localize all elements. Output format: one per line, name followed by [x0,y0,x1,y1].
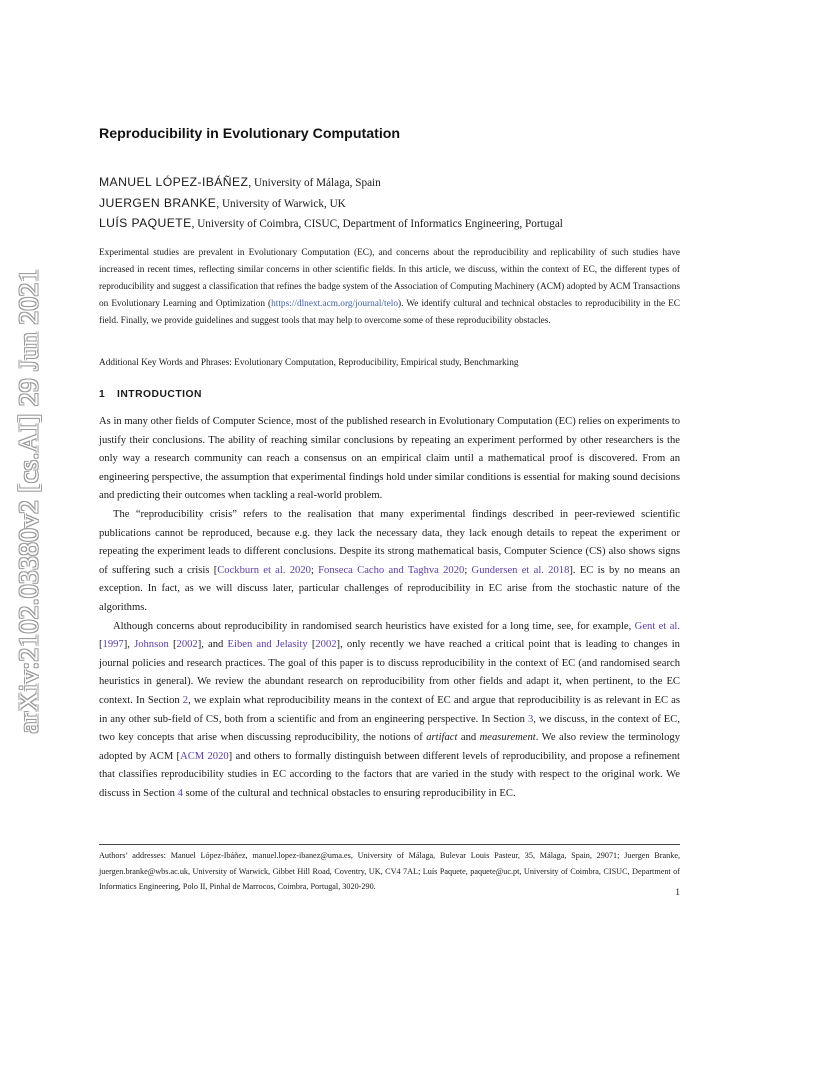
journal-url-link[interactable]: https://dlnext.acm.org/journal/telo [271,299,398,310]
citation-link[interactable]: Gundersen et al. 2018 [471,564,570,576]
section-heading [99,389,680,400]
citation-link[interactable]: Fonseca Cacho and Taghva 2020 [318,564,465,576]
citation-link[interactable]: ACM 2020 [180,750,229,762]
author-affiliation: , University of Warwick, UK [216,197,346,210]
text-run: and [457,732,480,744]
author-name: MANUEL LÓPEZ-IBÁÑEZ [99,175,249,189]
paragraph [99,506,680,618]
arxiv-id: arXiv:2102.03380v2 [cs.AI] 29 Jun 2021 [13,268,45,734]
author-line [99,213,699,234]
author-line [99,172,699,193]
paragraph: As in many other fields of Computer Science, most of the published research in Evolutionary Computation (EC) relies on experiments to justify their conclusions. The ability of reaching similar conclusions by repeating an experiment performed by other researchers is the only way a research community can reach a consensus on an empirical claim until a mathematical proof is discovered. From an engineering perspective, the assumption that experimental findings hold under similar conditions is essential for making sound decisions and predicting their outcomes when tackling a real-world problem. [99,416,680,502]
body-text [99,413,680,803]
section-ref-link[interactable]: 2 [182,694,189,706]
text-run: ]. EC is by no means an exception. In fact, as we will discuss later, particular challenges of reproducibility in EC arise from the stochastic nature of the algorithms. [99,564,681,613]
author-name: JUERGEN BRANKE [99,195,217,210]
footnote-divider [99,844,680,845]
text-run: , only recently we have reached a critical point that is leading to changes in journal policies and research practices. The goal of this paper is to discuss reproducibility in the context of EC (and randomised search heuristics in general). We review the abundant research on reproducibility from other fields and adapt it, when pertinent, to the EC context. In Section [99,639,680,706]
citation-link[interactable]: Cockburn et al. 2020 [217,564,311,576]
section-ref-link[interactable]: 3 [527,713,534,725]
arxiv-sidebar-stamp [0,266,58,736]
text-run: some of the cultural and technical obstacles to ensuring reproducibility in EC. [182,787,516,799]
citation-year-link[interactable]: 2002 [315,639,337,651]
keywords: Additional Key Words and Phrases: Evolutionary Computation, Reproducibility, Empirical study, Benchmarking [99,358,519,368]
text-run: The “reproducibility crisis” refers to the realisation that many experimental findings described in peer-reviewed scientific publications cannot be reproduced, because e.g. they lack the necessary data, they lack enough details to repeat the experiment or repeating the experiment leads to different conclusions. Despite its strong mathematical basis, Computer Science (CS) also shows signs of suffering such a crisis [ [99,508,680,576]
emphasis-artifact: artifact [426,732,458,744]
section-number: 1 [99,389,106,400]
emphasis-measurement: measurement [479,732,536,744]
abstract [99,245,680,330]
text-run: Although concerns about reproducibility in randomised search heuristics have existed for a long time, see, for example, [113,620,635,632]
citation-link[interactable]: Eiben and Jelasity [227,639,308,651]
text-run: ; [464,564,472,576]
author-affiliation: , University of Málaga, Spain [248,177,381,189]
text-run: , we discuss, in the context of EC, two key concepts that arise when discussing reproducibility, the notions of [99,713,680,744]
paper-title: Reproducibility in Evolutionary Computation [99,126,401,142]
author-line [99,193,699,214]
text-run: ] and others to formally distinguish between different levels of reproducibility, and propose a refinement that classifies reproducibility studies in EC according to the factors that are varied in the study with respect to the original work. We discuss in Section [99,750,680,799]
author-affiliation: , University of Coimbra, CISUC, Department of Informatics Engineering, Portugal [191,218,563,230]
author-list [99,172,699,234]
text-run: . We also review the terminology adopted by ACM [ [99,732,680,762]
text-run: ; [310,564,319,576]
author-name: LUÍS PAQUETE [99,216,192,230]
section-title: INTRODUCTION [117,389,202,400]
citation-link[interactable]: Johnson [134,639,169,651]
citation-year-link[interactable]: 2002 [176,639,198,651]
section-ref-link[interactable]: 4 [177,787,183,799]
abstract-text: Experimental studies are prevalent in Evolutionary Computation (EC), and concerns about the reproducibility and replicability of such studies have increased in recent times, reflecting similar concerns in other scientific fields. In this article, we discuss, within the context of EC, the different types of reproducibility and suggest a classification that refines the badge system of the Association of Computing Machinery (ACM) adopted by ACM Transactions on Evolutionary Learning and Optimization ( [99,248,680,310]
abstract-text: ). We identify cultural and technical obstacles to reproducibility in the EC field. Finally, we provide guidelines and suggest tools that may help to overcome some of these reproducibility obstacles. [99,299,680,327]
text-run: , we explain what reproducibility means in the context of EC and argue that reproducibility is as relevant in EC as in any other sub-field of CS, both from a scientific and from an engineering perspective. In Section [99,694,680,725]
authors-addresses-footnote: Authors’ addresses: Manuel López-Ibáñez, manuel.lopez-ibanez@uma.es, University of Málaga, Bulevar Louis Pasteur, 35, Málaga, Spain, 29071; Juergen Branke, juergen.branke@wbs.ac.uk, University of Warwick, Gibbet Hill Road, Coventry, UK, CV4 7AL; Luís Paquete, paquete@uc.pt, University of Coimbra, CISUC, Department of Informatics Engineering, Polo II, Pinhal de Marrocos, Coimbra, Portugal, 3020-290. [99,851,680,892]
page-number: 1 [675,888,680,898]
citation-link[interactable]: Gent et al. [634,620,680,632]
paragraph: Although concerns about reproducibility in randomised search heuristics have existed for a long time, see, for example, Gent et al. [1997], Johnson [2002], and Eiben and Jelasity [2002], only recently we have reached a critical point that is leading to changes in journal policies and research practices. The goal of this paper is to discuss reproducibility in the context of EC (and randomised search heuristics in general). We review the abundant research on reproducibility from other fields and adapt it, when pertinent, to the EC context. In Section 2, we explain what reproducibility means in the context of EC and argue that reproducibility is as relevant in EC as in any other sub-field of CS, both from a scientific and from an engineering perspective. In Section 3, we discuss, in the context of EC, two key concepts that arise when discussing reproducibility, the notions of artifact and measurement. We also review the terminology adopted by ACM [ACM 2020] and others to formally distinguish between different levels of reproducibility, and propose a refinement that classifies reproducibility studies in EC according to the factors that are varied in the study with respect to the original work. We discuss in Section 4 some of the cultural and technical obstacles to ensuring reproducibility in EC. [99,620,680,799]
citation-year-link[interactable]: 1997 [102,639,124,651]
